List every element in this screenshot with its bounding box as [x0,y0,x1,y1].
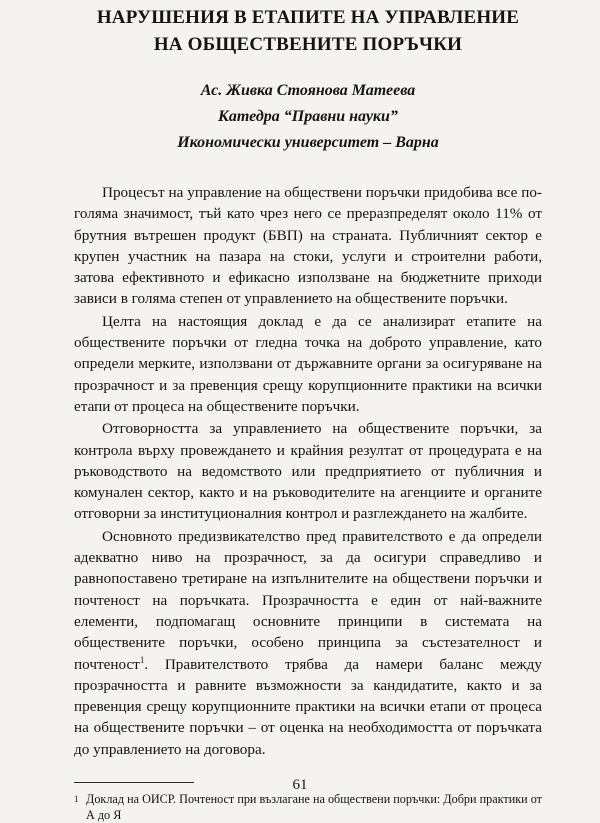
paragraph-1: Процесът на управление на обществени поръчки придобива все по-голяма значимост, тъй като чрез него се преразпределят около 11% от брутния вътрешен продукт (БВП) на страната. Публичният сектор е крупен участник на пазара на стоки, услуги и строителни работи, затова ефективното и ефикасно използване на бюджетните приходи зависи в голяма степен от управлението на обществените поръчки. [74,184,542,308]
paragraph-4-part-1: Основното предизвикателство пред правителството е да определи адекватно ниво на прозрачност, за да осигури справедливо и равнопоставено третиране на изпълнителите на обществени поръчки и почтеност на поръчката. Прозрачността е един от най-важните елементи, подпомагащ основните принципи в системата на обществените поръчки, особено принципа за състезателност и почтеност [74,527,542,673]
author-block [74,78,542,156]
paragraph-4-part-2: . Правителството трябва да намери баланс между прозрачността и равните възможности за кандидатите, както и за превенция срещу корупционните практики на всички етапи от процеса на обществените поръчки – от оценка на необходимостта от поръчката до управлението на договора. [74,655,542,758]
author-university: Икономически университет – Варна [177,134,439,151]
footnote-text: Доклад на ОИСР. Почтеност при възлагане на обществени поръчки: Добри практики от А до Я [86,792,542,823]
paper-title [74,0,542,58]
paragraph-4 [74,526,542,760]
author-name: Ас. Живка Стоянова Матеева [200,82,416,99]
paragraph-3: Отговорността за управлението на обществените поръчки, за контрола върху провеждането и крайния резултат от процедурата е на ръководството на ведомството или предприятието от публичния и комунален сектор, както и на ръководителите на агенциите и органите отговорни за институционалния контрол и разглеждането на жалбите. [74,420,542,523]
paragraph-2: Целта на настоящия доклад е да се анализират етапите на обществените поръчки от гледна точка на доброто управление, като определи мерките, използвани от държавните органи за осигуряване на прозрачност и за превенция срещу корупционните практики на всички етапи от процеса на обществените поръчки. [74,312,542,415]
footnote-reference[interactable]: 1 [139,654,145,665]
footnote-number: 1 [74,794,79,805]
author-department: Катедра “Правни науки” [218,108,398,125]
footnote [74,791,542,823]
page-number: 61 [292,777,308,793]
article-body [74,182,542,760]
title-line-2: НА ОБЩЕСТВЕНИТЕ ПОРЪЧКИ [153,34,463,55]
title-line-1: НАРУШЕНИЯ В ЕТАПИТЕ НА УПРАВЛЕНИЕ [96,7,520,28]
